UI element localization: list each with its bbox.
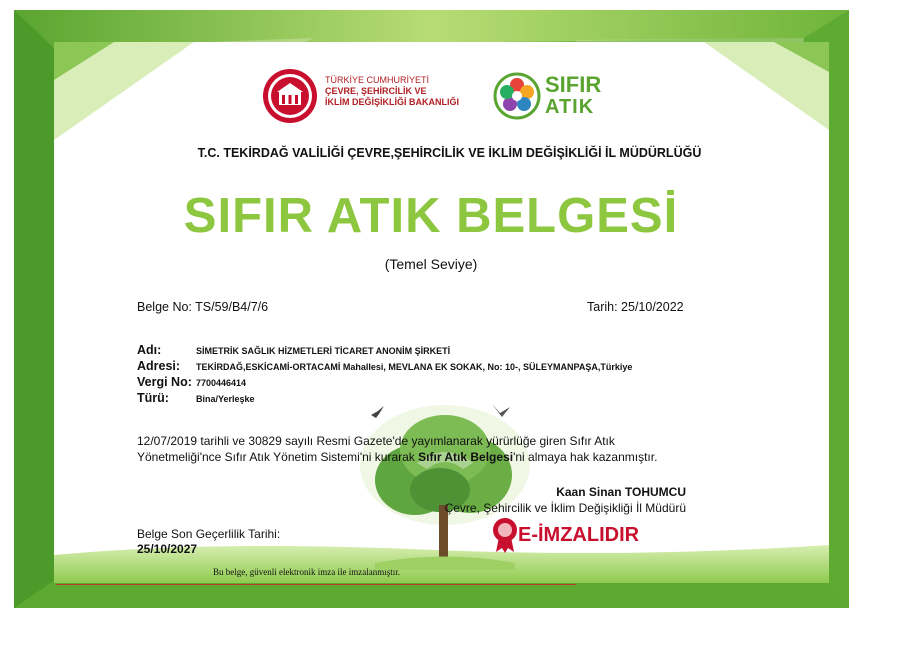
footnote: Bu belge, güvenli elektronik imza ile imzalanmıştır.: [213, 567, 400, 577]
ministry-name: [325, 75, 459, 108]
zero-waste-logo-line-2: ATIK: [545, 96, 595, 118]
e-signature-badge: E-İMZALIDIR: [518, 524, 640, 546]
statement-line-1: 12/07/2019 tarihli ve 30829 sayılı Resmi Gazete'de yayımlanarak yürürlüğe giren Sıfır Atık: [137, 434, 615, 448]
document-number: Belge No: TS/59/B4/7/6: [137, 300, 269, 314]
ministry-line-3: İKLİM DEĞİŞİKLİĞİ BAKANLIĞI: [325, 97, 459, 107]
zero-waste-logo: [545, 74, 601, 118]
zero-waste-logo-line-1: SIFIR: [545, 72, 602, 97]
issuing-authority: T.C. TEKİRDAĞ VALİLİĞİ ÇEVRE,ŞEHİRCİLİK VE İKLİM DEĞİŞİKLİĞİ İL MÜDÜRLÜĞÜ: [197, 146, 702, 160]
certificate-statement: [137, 433, 717, 465]
address-label: Adresi:: [137, 359, 181, 373]
name-label: Adı:: [137, 343, 162, 357]
tax-label: Vergi No:: [137, 375, 192, 389]
validity-date: 25/10/2027: [137, 542, 198, 556]
ministry-line-2: ÇEVRE, ŞEHİRCİLİK VE: [325, 86, 427, 96]
type-value: Bina/Yerleşke: [196, 394, 255, 404]
footer-divider: [56, 584, 576, 585]
type-label: Türü:: [137, 391, 169, 405]
zero-waste-flower-icon: [493, 72, 541, 120]
signer-title: Çevre, Şehircilik ve İklim Değişikliği İl Müdürü: [444, 501, 686, 515]
certificate-title: SIFIR ATIK BELGESİ: [183, 189, 679, 243]
signer-name: Kaan Sinan TOHUMCU: [556, 485, 686, 499]
issue-date: Tarih: 25/10/2022: [587, 300, 684, 314]
validity-label: Belge Son Geçerlilik Tarihi:: [137, 527, 281, 541]
statement-highlight: Sıfır Atık Belgesi: [418, 450, 514, 464]
tax-value: 7700446414: [196, 378, 247, 388]
e-signature-seal-icon: [492, 517, 518, 553]
address-value: TEKİRDAĞ,ESKİCAMİ-ORTACAMİ Mahallesi, MEVLANA EK SOKAK, No: 10-, SÜLEYMANPAŞA,Türkiye: [196, 362, 633, 372]
ministry-line-1: TÜRKİYE CUMHURİYETİ: [325, 75, 430, 85]
statement-line-2: [137, 449, 717, 465]
statement-line-2-start: Yönetmeliği'nce Sıfır Atık Yönetim Sistemi'ni kurarak: [137, 450, 419, 464]
bird-left-icon: [370, 405, 386, 419]
validity: [137, 527, 280, 557]
statement-line-2-end: 'ni almaya hak kazanmıştır.: [513, 450, 658, 464]
bird-right-icon: [490, 403, 512, 419]
ministry-emblem-icon: [262, 68, 318, 124]
certificate-level: (Temel Seviye): [384, 256, 478, 272]
name-value: SİMETRİK SAĞLIK HİZMETLERİ TİCARET ANONİM ŞİRKETİ: [196, 346, 451, 356]
